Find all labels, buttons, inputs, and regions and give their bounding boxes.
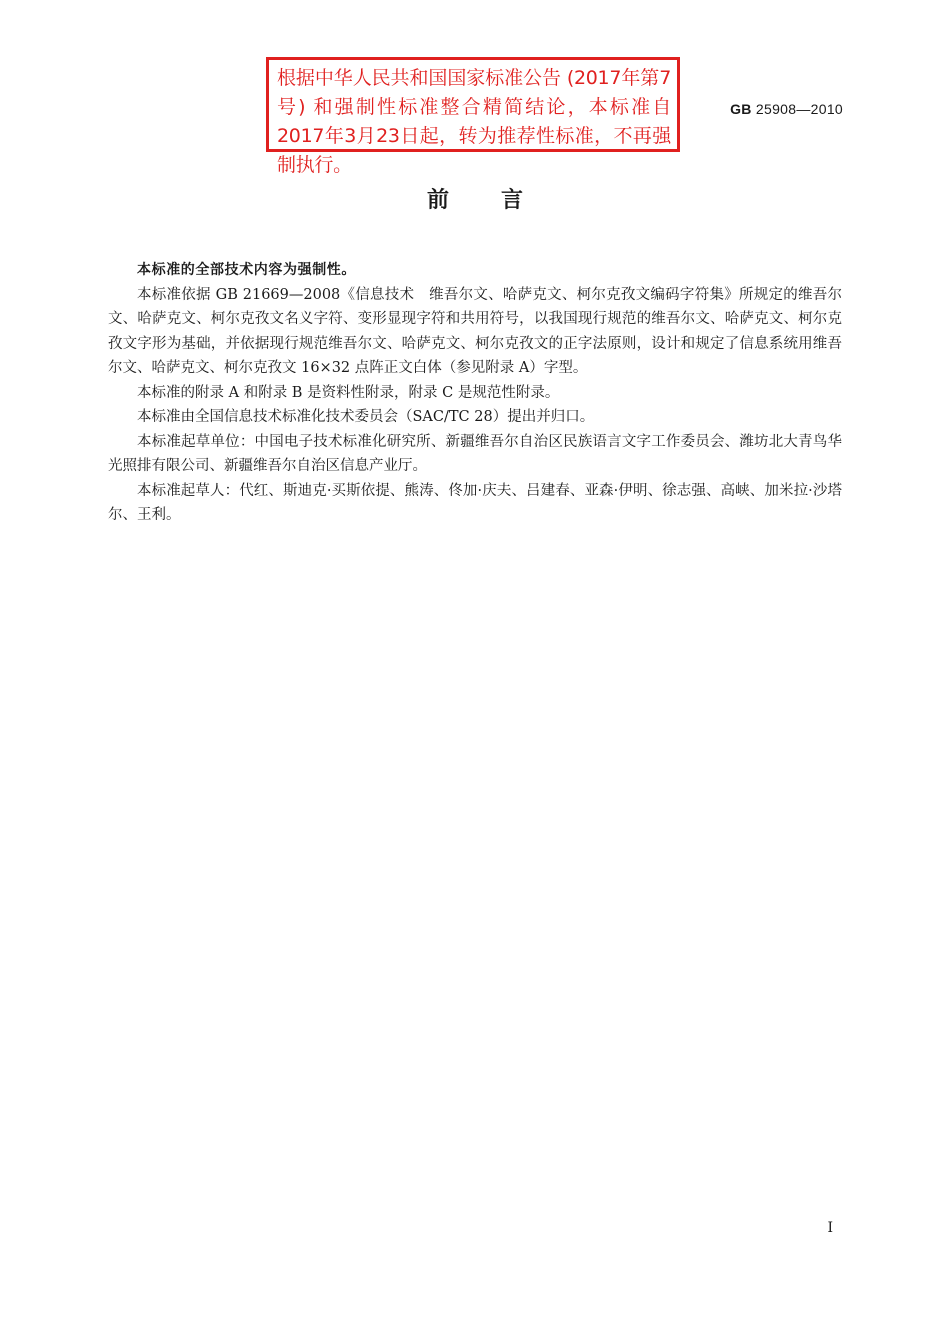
standard-code-number: 25908—2010: [755, 101, 843, 117]
standard-code-prefix: GB: [730, 101, 752, 117]
page-number: I: [827, 1220, 833, 1236]
standard-code: [730, 101, 843, 117]
paragraph-drafting-units: 本标准起草单位：中国电子技术标准化研究所、新疆维吾尔自治区民族语言文字工作委员会、潍坊北大青鸟华光照排有限公司、新疆维吾尔自治区信息产业厅。: [108, 433, 842, 474]
paragraph-proposer: 本标准由全国信息技术标准化技术委员会（SAC/TC 28）提出并归口。: [137, 409, 595, 425]
paragraph-drafters: 本标准起草人：代红、斯迪克·买斯依提、熊涛、佟加·庆夫、吕建春、亚森·伊明、徐志强、高峡、加米拉·沙塔尔、王利。: [108, 482, 842, 523]
page-title: 前言: [426, 188, 575, 213]
mandatory-status-notice: 根据中华人民共和国国家标准公告 (2017年第7号) 和强制性标准整合精简结论，本标准自2017年3月23日起，转为推荐性标准，不再强制执行。: [266, 57, 680, 152]
paragraph-appendices: 本标准的附录 A 和附录 B 是资料性附录，附录 C 是规范性附录。: [137, 384, 560, 401]
paragraph-mandatory-statement: 本标准的全部技术内容为强制性。: [137, 262, 356, 278]
paragraph-basis: 本标准依据 GB 21669—2008《信息技术 维吾尔文、哈萨克文、柯尔克孜文编码字符集》所规定的维吾尔文、哈萨克文、柯尔克孜文名义字符、变形显现字符和共用符号，以我国现行规范的维吾尔文、哈萨克文、柯尔克孜文字形为基础，并依据现行规范维吾尔文、哈萨克文、柯尔克孜文的正字法原则，设计和规定了信息系统用维吾尔文、哈萨克文、柯尔克孜文 16×32 点阵正文白体（参见附录 A）字型。: [108, 286, 842, 376]
foreword-body: [108, 258, 842, 528]
